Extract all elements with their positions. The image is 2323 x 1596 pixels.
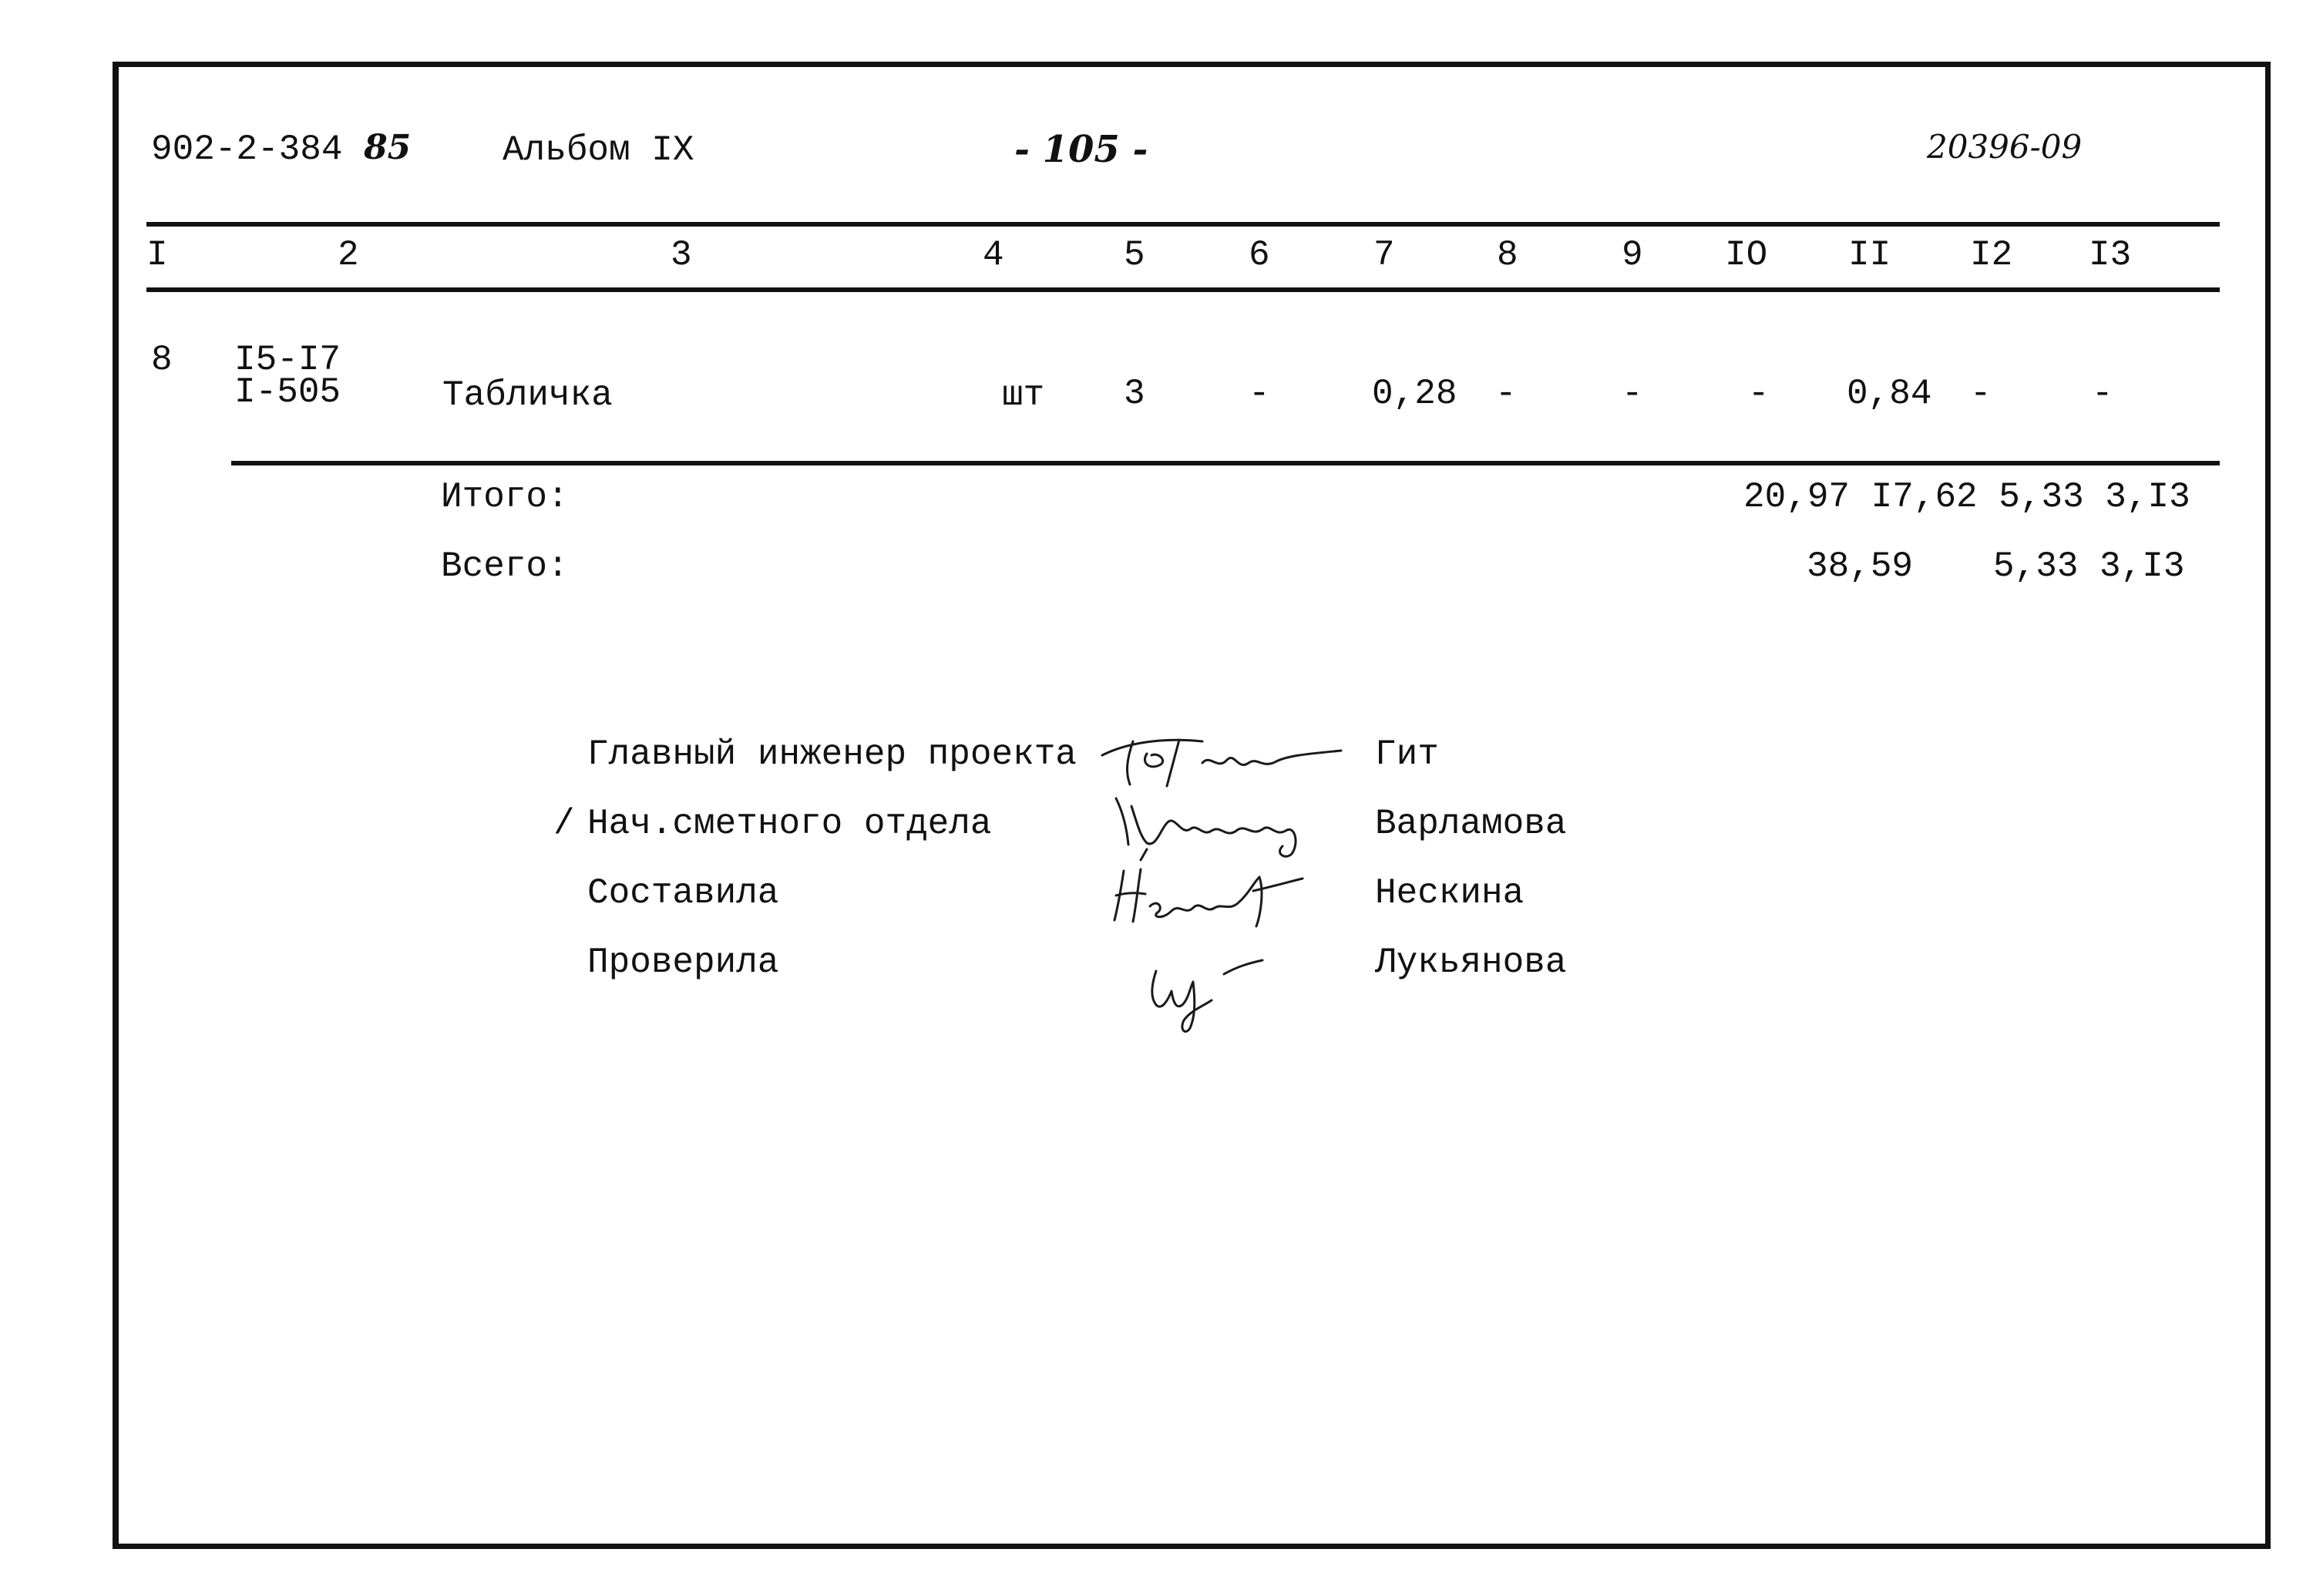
itogo-label: Итого: [441,477,569,517]
handwritten-signature-3 [1102,860,1333,929]
header-top-rule [146,222,2220,227]
col-header-12: I2 [1970,235,2013,275]
signature-role-1: Главный инженер проекта [587,734,1077,774]
doc-code: 902-2-384 85 [151,128,412,170]
page-number: - 105 - [1014,128,1148,171]
handwritten-signature-4 [1133,940,1303,1040]
sheet-code: 20396-09 [1927,128,2083,166]
signature-role-4: Проверила [587,942,779,983]
header-bottom-rule [146,287,2220,292]
row-qty: 3 [1124,374,1145,414]
col-header-5: 5 [1124,235,1145,275]
signature-role-2: Нач.сметного отдела [587,804,992,844]
row-col8: - [1495,374,1517,414]
col-header-9: 9 [1622,235,1643,275]
vsego-value-1: 38,59 [1807,546,1914,586]
col-header-1: I [146,235,168,275]
row-code-top: I5-I7 [234,340,341,380]
row-col6: - [1249,374,1270,414]
row-col10: - [1748,374,1770,414]
col-header-3: 3 [671,235,692,275]
col-header-7: 7 [1373,235,1395,275]
col-header-4: 4 [983,235,1004,275]
signature-mark: / [553,804,575,844]
doc-code-year: 85 [364,128,412,167]
col-header-10: IO [1725,235,1768,275]
row-code-bottom: I-505 [234,372,341,412]
row-col9: - [1622,374,1643,414]
vsego-label: Всего: [441,546,569,586]
handwritten-signature-2 [1101,783,1355,868]
signature-name-3: Нескина [1375,873,1525,913]
col-header-13: I3 [2089,235,2132,275]
row-number: 8 [151,340,173,380]
col-header-11: II [1848,235,1891,275]
col-header-6: 6 [1249,235,1270,275]
col-header-8: 8 [1497,235,1518,275]
row-name: Табличка [442,375,613,415]
row-col11: 0,84 [1847,374,1932,414]
row-col7: 0,28 [1372,374,1457,414]
signature-name-2: Варламова [1375,804,1567,844]
vsego-value-2: 5,33 3,I3 [1993,546,2185,586]
col-header-2: 2 [338,235,359,275]
itogo-values: 20,97 I7,62 5,33 3,I3 [1743,477,2190,517]
row-col12: - [1970,374,1992,414]
album-label: Альбом IX [503,130,694,170]
row-unit: шт [1002,375,1045,415]
totals-rule [231,461,2220,465]
signature-name-1: Гит [1375,734,1439,774]
signature-role-3: Составила [587,873,779,913]
row-col13: - [2092,374,2113,414]
signature-name-4: Лукьянова [1375,942,1567,983]
